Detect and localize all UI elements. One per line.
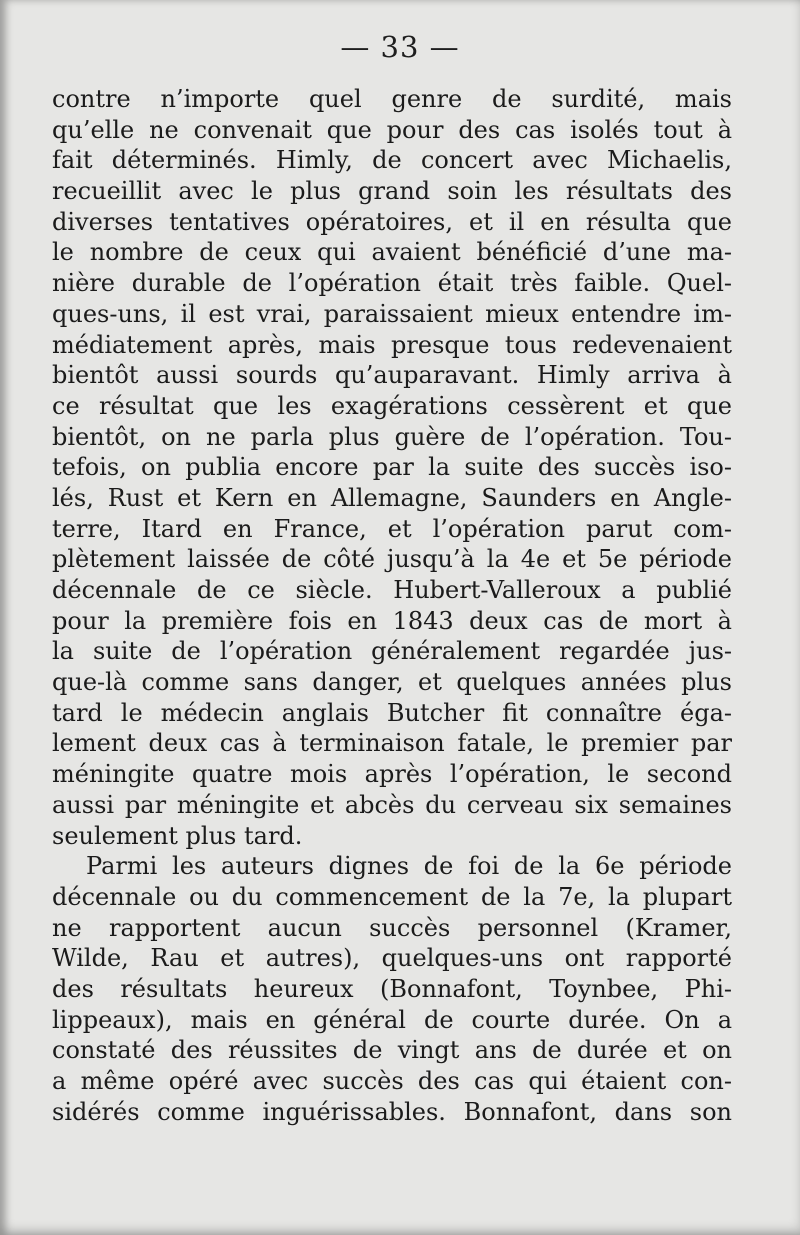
body-text — [52, 84, 732, 1127]
paragraph-end-line: seulement plus tard. — [52, 821, 303, 850]
paragraph-start-line: Parmi les auteurs dignes de foi de la 6e période — [86, 852, 732, 881]
text-line: recueillit avec le plus grand soin les résultats des — [52, 177, 732, 206]
text-line: médiatement après, mais presque tous redevenaient — [52, 330, 732, 359]
text-line: qu’elle ne convenait que pour des cas isolés tout à — [52, 115, 732, 144]
text-line: tard le médecin anglais Butcher fit connaître éga- — [52, 698, 732, 727]
text-line: le nombre de ceux qui avaient bénéficié d’une ma- — [52, 238, 732, 267]
text-line: lippeaux), mais en général de courte durée. On a — [52, 1005, 732, 1034]
text-line: Wilde, Rau et autres), quelques-uns ont rapporté — [52, 944, 732, 973]
text-line: tefois, on publia encore par la suite des succès iso- — [52, 453, 732, 482]
text-line: ce résultat que les exagérations cessèrent et que — [52, 391, 732, 420]
text-line: décennale de ce siècle. Hubert-Valleroux a publié — [52, 576, 732, 604]
text-line: nière durable de l’opération était très faible. Quel- — [52, 269, 732, 298]
text-line: sidérés comme inguérissables. Bonnafont, dans son — [52, 1097, 732, 1126]
text-line: diverses tentatives opératoires, et il en résulta que — [52, 207, 732, 236]
text-line: constaté des réussites de vingt ans de durée et on — [52, 1036, 732, 1065]
text-line: ne rapportent aucun succès personnel (Kramer, — [52, 913, 732, 942]
text-line: fait déterminés. Himly, de concert avec Michaelis, — [52, 146, 732, 175]
text-line: la suite de l’opération généralement regardée jus- — [52, 637, 732, 666]
text-line: décennale ou du commencement de la 7e, la plupart — [52, 882, 732, 911]
text-line: méningite quatre mois après l’opération, le second — [52, 760, 732, 789]
text-line: ques-uns, il est vrai, paraissaient mieux entendre im- — [52, 299, 732, 328]
text-line: terre, Itard en France, et l’opération parut com- — [52, 514, 732, 543]
text-line: bientôt aussi sourds qu’auparavant. Himly arriva à — [52, 361, 732, 390]
text-line: plètement laissée de côté jusqu’à la 4e et 5e période — [52, 545, 732, 574]
text-line: lement deux cas à terminaison fatale, le premier par — [52, 729, 732, 758]
text-line: bientôt, on ne parla plus guère de l’opération. Tou- — [52, 422, 732, 451]
page-number: — 33 — — [340, 30, 460, 64]
text-line: a même opéré avec succès des cas qui étaient con- — [52, 1067, 732, 1095]
text-line: aussi par méningite et abcès du cerveau six semaines — [52, 790, 732, 819]
text-line: pour la première fois en 1843 deux cas de mort à — [52, 606, 732, 635]
text-line: des résultats heureux (Bonnafont, Toynbee, Phi- — [52, 974, 732, 1003]
text-line: contre n’importe quel genre de surdité, mais — [52, 85, 732, 113]
text-line: que-là comme sans danger, et quelques années plus — [52, 668, 732, 697]
text-line: lés, Rust et Kern en Allemagne, Saunders en Angle- — [52, 483, 732, 512]
